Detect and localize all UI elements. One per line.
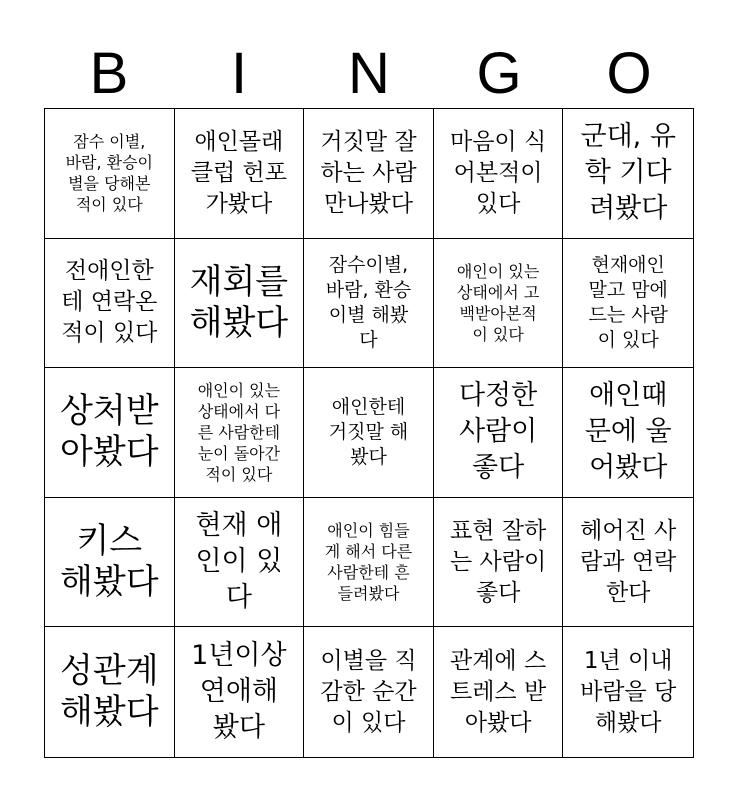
bingo-cell-r4c2[interactable] [175, 498, 305, 628]
bingo-cell-r5c5[interactable] [563, 627, 693, 757]
cell-text: 현재애인 말고 맘에 드는 사람 이 있다 [588, 253, 668, 351]
bingo-cell-r2c5[interactable] [563, 239, 693, 369]
cell-text: 키스 해봤다 [60, 521, 159, 603]
header-letter-o: O [606, 41, 652, 106]
header-letter-b: B [89, 41, 129, 106]
bingo-cell-r3c4[interactable] [434, 368, 564, 498]
bingo-header [44, 40, 694, 108]
cell-text: 애인이 있는 상태에서 다 른 사람한테 눈이 돌아간 적이 있다 [197, 380, 281, 484]
bingo-board [44, 108, 694, 758]
bingo-cell-r3c5[interactable] [563, 368, 693, 498]
header-letter-n: N [348, 41, 390, 106]
cell-text: 전애인한 테 연락온 적이 있다 [61, 258, 158, 347]
cell-text: 현재 애 인이 있 다 [195, 510, 283, 614]
bingo-cell-r4c5[interactable] [563, 498, 693, 628]
bingo-cell-r1c3[interactable] [304, 109, 434, 239]
cell-text: 이별을 직 감한 순간 이 있다 [320, 647, 417, 736]
cell-text: 마음이 식 어본적이 있다 [450, 128, 547, 217]
bingo-cell-r1c5[interactable] [563, 109, 693, 239]
bingo-cell-r5c2[interactable] [175, 627, 305, 757]
cell-text: 애인이 힘들 게 해서 다른 사람한테 흔 들려봤다 [324, 521, 413, 604]
bingo-cell-r1c4[interactable] [434, 109, 564, 239]
bingo-cell-r4c4[interactable] [434, 498, 564, 628]
bingo-cell-r4c3[interactable] [304, 498, 434, 628]
cell-text: 애인이 있는 상태에서 고 백받아본적 이 있다 [456, 261, 540, 344]
cell-text: 군대, 유 학 기다 려봤다 [580, 121, 676, 225]
cell-text: 거짓말 잘 하는 사람 만나봤다 [320, 128, 417, 217]
cell-text: 다정한 사람이 좋다 [458, 380, 538, 484]
cell-text: 표현 잘하 는 사람이 좋다 [450, 517, 547, 606]
bingo-cell-r2c3[interactable] [304, 239, 434, 369]
cell-text: 1년이상 연애해 봤다 [191, 640, 287, 744]
bingo-cell-r2c1[interactable] [45, 239, 175, 369]
cell-text: 애인한테 거짓말 해 봤다 [328, 395, 409, 468]
bingo-cell-r4c1[interactable] [45, 498, 175, 628]
bingo-cell-r2c4[interactable] [434, 239, 564, 369]
bingo-cell-r1c1[interactable] [45, 109, 175, 239]
cell-text: 1년 이내 바람을 당 해봤다 [580, 647, 677, 736]
bingo-cell-r5c1[interactable] [45, 627, 175, 757]
bingo-cell-r3c1[interactable] [45, 368, 175, 498]
cell-text: 성관계 해봤다 [60, 651, 159, 733]
cell-text: 잠수 이별, 바람, 환승이 별을 당해본 적이 있다 [65, 132, 154, 215]
bingo-cell-r5c3[interactable] [304, 627, 434, 757]
cell-text: 헤어진 사 람과 연락 한다 [580, 517, 677, 606]
header-letter-i: I [230, 41, 248, 106]
cell-text: 재회를 해봤다 [189, 261, 289, 343]
bingo-cell-r3c3[interactable] [304, 368, 434, 498]
bingo-cell-r2c2[interactable] [175, 239, 305, 369]
bingo-cell-r5c4[interactable] [434, 627, 564, 757]
bingo-cell-r1c2[interactable] [175, 109, 305, 239]
cell-text: 상처받 아봤다 [60, 391, 159, 473]
cell-text: 애인때 문에 울 어봤다 [584, 380, 672, 484]
bingo-cell-r3c2[interactable] [175, 368, 305, 498]
cell-text: 잠수이별, 바람, 환승 이별 해봤 다 [325, 253, 412, 351]
header-letter-g: G [476, 41, 522, 106]
cell-text: 애인몰래 클럽 헌포 가봤다 [190, 128, 287, 217]
cell-text: 관계에 스 트레스 받 아봤다 [450, 647, 547, 736]
